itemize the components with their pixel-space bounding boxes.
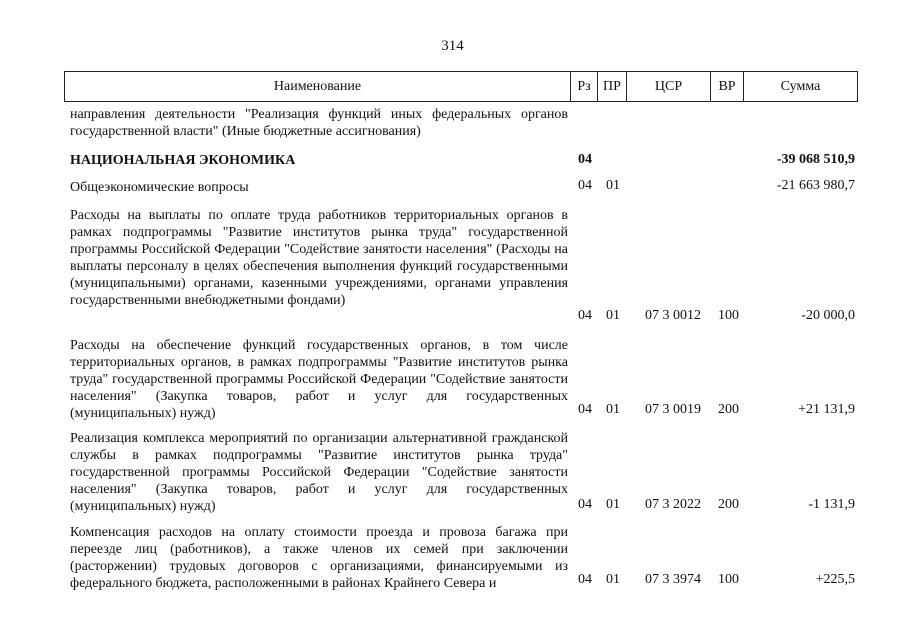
cell-vr: 200 [718,497,739,512]
column-header-name: Наименование [273,79,362,94]
table-row-description: Расходы на обеспечение функций государственных органов, в том числе территориальных органов, в рамках подпрограммы "Развитие институтов рынка труда" государственной программы Российской Федерации "Содействие занятости населения" (Закупка товаров, работ и услуг для государственных (муниципальных) нужд) [70,338,568,421]
cell-vr: 100 [718,572,739,587]
cell-csr: 07 3 0019 [645,402,701,417]
table-row-description: Расходы на выплаты по оплате труда работников территориальных органов в рамках подпрограммы "Развитие институтов рынка труда" государственной программы Российской Федерации "Содействие занятости населения" (Расходы на выплаты персоналу в целях обеспечения выполнения функций государственными (муниципальными) органами, казенными учреждениями, органами управления государственными внебюджетными фондами) [70,208,568,308]
cell-pr: 01 [606,178,620,193]
cell-sum: -39 068 510,9 [776,152,855,167]
table-row-description: направления деятельности "Реализация функций иных федеральных органов государственной власти" (Иные бюджетные ассигнования) [70,107,568,139]
cell-rz: 04 [578,152,592,167]
cell-rz: 04 [578,497,592,512]
cell-pr: 01 [606,572,620,587]
table-row-description: Компенсация расходов на оплату стоимости проезда и провоза багажа при переезде лиц (работников), а также членов их семей при заключении (расторжении) трудовых договоров с организациями, финансируемыми из федерального бюджета, расположенными в районах Крайнего Севера и [70,525,568,591]
column-header-pr: ПР [597,72,626,101]
cell-sum: -21 663 980,7 [776,178,855,193]
cell-sum: -1 131,9 [808,497,855,512]
cell-csr: 07 3 3974 [645,572,701,587]
column-header-sum: Сумма [743,72,857,101]
cell-rz: 04 [578,402,592,417]
cell-rz: 04 [578,178,592,193]
table-row-description: Реализация комплекса мероприятий по организации альтернативной гражданской службы в рамках подпрограммы "Развитие институтов рынка труда" государственной программы Российской Федерации "Содействие занятости населения" (Закупка товаров, работ и услуг для государственных (муниципальных) нужд) [70,431,568,514]
cell-pr: 01 [606,402,620,417]
cell-sum: -20 000,0 [801,308,855,323]
page-number: 314 [441,38,464,54]
section-heading: НАЦИОНАЛЬНАЯ ЭКОНОМИКА [70,153,296,168]
column-header-vr: ВР [710,72,743,101]
cell-pr: 01 [606,308,620,323]
cell-sum: +21 131,9 [798,402,855,417]
table-row-description: Общеэкономические вопросы [70,180,249,195]
cell-rz: 04 [578,572,592,587]
cell-pr: 01 [606,497,620,512]
table-header [64,71,858,102]
cell-sum: +225,5 [815,572,855,587]
column-header-rz: Рз [570,72,597,101]
cell-rz: 04 [578,308,592,323]
cell-csr: 07 3 0012 [645,308,701,323]
cell-vr: 200 [718,402,739,417]
cell-csr: 07 3 2022 [645,497,701,512]
column-header-csr: ЦСР [626,72,710,101]
cell-vr: 100 [718,308,739,323]
